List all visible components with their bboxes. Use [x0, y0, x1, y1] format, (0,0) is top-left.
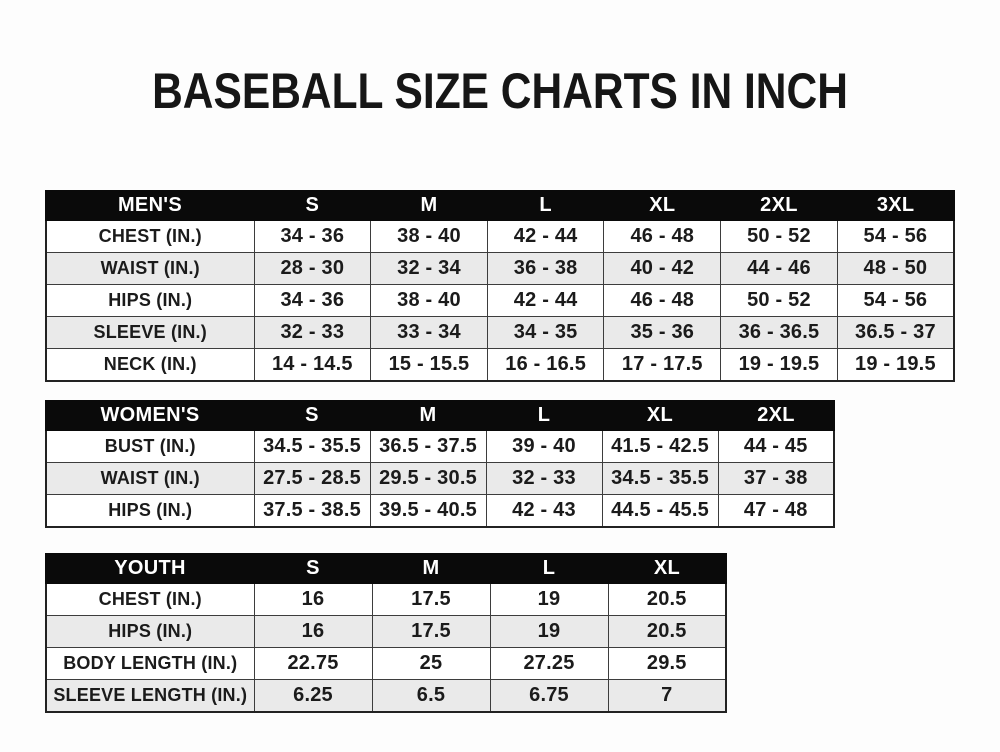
womens-col-l: L — [486, 401, 602, 430]
womens-size-table — [45, 400, 835, 528]
size-value: 6.5 — [372, 680, 490, 713]
size-value: 37.5 - 38.5 — [254, 495, 370, 528]
womens-col-s: S — [254, 401, 370, 430]
size-value: 38 - 40 — [371, 220, 488, 253]
youth-row-hips — [46, 616, 726, 648]
size-value: 27.25 — [490, 648, 608, 680]
mens-col-m: M — [371, 191, 488, 220]
size-value: 48 - 50 — [837, 253, 954, 285]
size-value: 19 - 19.5 — [837, 349, 954, 382]
mens-row-neck — [46, 349, 954, 382]
page-title: BASEBALL SIZE CHARTS IN INCH — [152, 63, 848, 119]
youth-col-xl: XL — [608, 554, 726, 583]
womens-row-waist — [46, 463, 834, 495]
mens-row-chest — [46, 220, 954, 253]
size-value: 39 - 40 — [486, 430, 602, 463]
womens-header-row — [46, 401, 834, 430]
size-value: 42 - 44 — [487, 285, 604, 317]
mens-col-2xl: 2XL — [721, 191, 838, 220]
size-value: 46 - 48 — [604, 220, 721, 253]
size-value: 36.5 - 37 — [837, 317, 954, 349]
size-value: 34 - 36 — [254, 220, 371, 253]
size-value: 15 - 15.5 — [371, 349, 488, 382]
size-value: 42 - 43 — [486, 495, 602, 528]
youth-row-sleeve-length — [46, 680, 726, 713]
size-value: 42 - 44 — [487, 220, 604, 253]
measure-label: NECK (IN.) — [46, 349, 254, 382]
measure-label: CHEST (IN.) — [46, 220, 254, 253]
youth-table-title: YOUTH — [46, 554, 254, 583]
size-value: 17.5 — [372, 583, 490, 616]
size-value: 40 - 42 — [604, 253, 721, 285]
measure-label: SLEEVE LENGTH (IN.) — [46, 680, 254, 713]
youth-col-s: S — [254, 554, 372, 583]
size-value: 34 - 35 — [487, 317, 604, 349]
mens-row-sleeve — [46, 317, 954, 349]
womens-col-m: M — [370, 401, 486, 430]
measure-label: HIPS (IN.) — [46, 285, 254, 317]
size-value: 32 - 33 — [254, 317, 371, 349]
size-value: 39.5 - 40.5 — [370, 495, 486, 528]
size-value: 14 - 14.5 — [254, 349, 371, 382]
size-value: 32 - 34 — [371, 253, 488, 285]
size-value: 35 - 36 — [604, 317, 721, 349]
size-value: 16 — [254, 583, 372, 616]
size-value: 34.5 - 35.5 — [254, 430, 370, 463]
size-value: 17 - 17.5 — [604, 349, 721, 382]
size-value: 34.5 - 35.5 — [602, 463, 718, 495]
measure-label: CHEST (IN.) — [46, 583, 254, 616]
size-value: 7 — [608, 680, 726, 713]
mens-table-title: MEN'S — [46, 191, 254, 220]
size-value: 16 - 16.5 — [487, 349, 604, 382]
size-value: 36 - 38 — [487, 253, 604, 285]
measure-label: BODY LENGTH (IN.) — [46, 648, 254, 680]
womens-col-2xl: 2XL — [718, 401, 834, 430]
size-value: 34 - 36 — [254, 285, 371, 317]
mens-col-s: S — [254, 191, 371, 220]
youth-col-m: M — [372, 554, 490, 583]
size-value: 22.75 — [254, 648, 372, 680]
size-value: 29.5 - 30.5 — [370, 463, 486, 495]
size-value: 50 - 52 — [721, 220, 838, 253]
size-value: 54 - 56 — [837, 285, 954, 317]
mens-header-row — [46, 191, 954, 220]
mens-row-hips — [46, 285, 954, 317]
womens-row-bust — [46, 430, 834, 463]
size-value: 36.5 - 37.5 — [370, 430, 486, 463]
size-value: 44.5 - 45.5 — [602, 495, 718, 528]
mens-col-l: L — [487, 191, 604, 220]
size-value: 19 - 19.5 — [721, 349, 838, 382]
youth-row-chest — [46, 583, 726, 616]
size-value: 20.5 — [608, 583, 726, 616]
size-value: 19 — [490, 616, 608, 648]
size-value: 41.5 - 42.5 — [602, 430, 718, 463]
size-value: 47 - 48 — [718, 495, 834, 528]
size-value: 19 — [490, 583, 608, 616]
mens-col-xl: XL — [604, 191, 721, 220]
size-value: 6.75 — [490, 680, 608, 713]
measure-label: WAIST (IN.) — [46, 463, 254, 495]
measure-label: HIPS (IN.) — [46, 616, 254, 648]
youth-col-l: L — [490, 554, 608, 583]
womens-row-hips — [46, 495, 834, 528]
youth-row-body-length — [46, 648, 726, 680]
measure-label: HIPS (IN.) — [46, 495, 254, 528]
size-value: 33 - 34 — [371, 317, 488, 349]
womens-col-xl: XL — [602, 401, 718, 430]
size-value: 50 - 52 — [721, 285, 838, 317]
size-value: 29.5 — [608, 648, 726, 680]
size-value: 16 — [254, 616, 372, 648]
womens-table-title: WOMEN'S — [46, 401, 254, 430]
mens-col-3xl: 3XL — [837, 191, 954, 220]
size-value: 37 - 38 — [718, 463, 834, 495]
size-value: 32 - 33 — [486, 463, 602, 495]
size-value: 46 - 48 — [604, 285, 721, 317]
size-value: 17.5 — [372, 616, 490, 648]
size-value: 36 - 36.5 — [721, 317, 838, 349]
youth-size-table — [45, 553, 727, 713]
measure-label: SLEEVE (IN.) — [46, 317, 254, 349]
size-value: 20.5 — [608, 616, 726, 648]
size-value: 6.25 — [254, 680, 372, 713]
size-value: 44 - 45 — [718, 430, 834, 463]
measure-label: WAIST (IN.) — [46, 253, 254, 285]
mens-size-table — [45, 190, 955, 382]
size-value: 38 - 40 — [371, 285, 488, 317]
size-value: 27.5 - 28.5 — [254, 463, 370, 495]
youth-header-row — [46, 554, 726, 583]
size-value: 44 - 46 — [721, 253, 838, 285]
size-value: 54 - 56 — [837, 220, 954, 253]
size-value: 28 - 30 — [254, 253, 371, 285]
size-value: 25 — [372, 648, 490, 680]
measure-label: BUST (IN.) — [46, 430, 254, 463]
mens-row-waist — [46, 253, 954, 285]
